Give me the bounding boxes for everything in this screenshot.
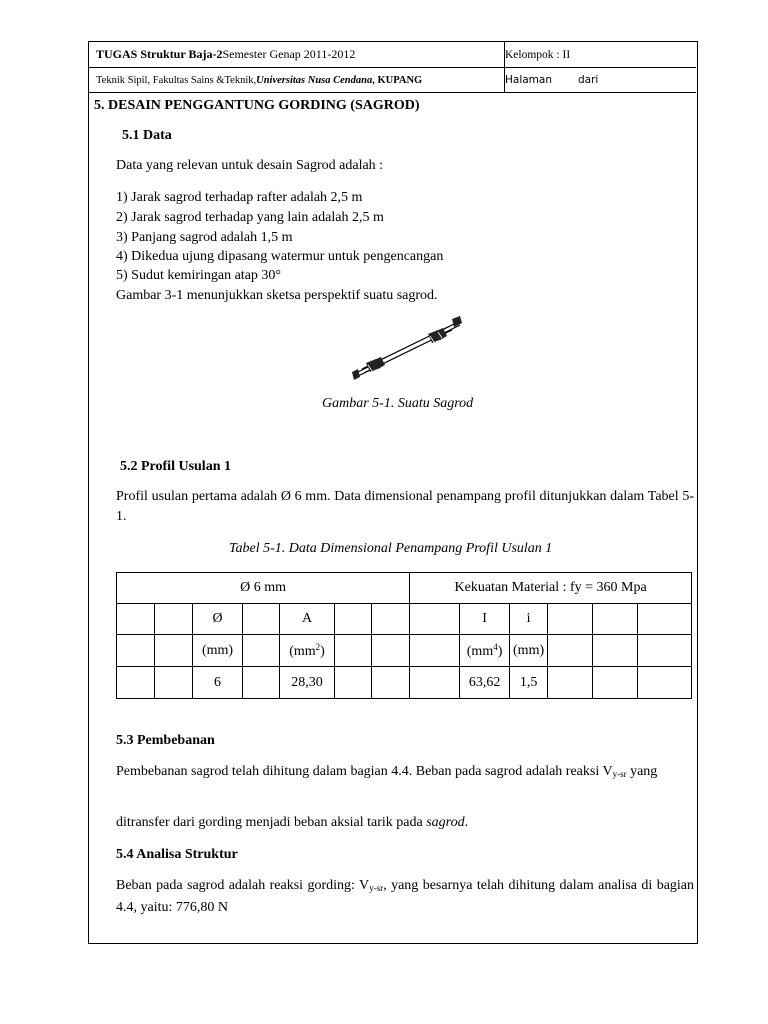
table-head-profile: Ø 6 mm <box>117 573 410 604</box>
analysis-paragraph: Beban pada sagrod adalah reaksi gording: $V_{y-sr}$, yang besarnya telah dihitung dalam analisa di bagian 4.4, yaitu: 776,80 N <box>116 878 695 915</box>
loading-paragraph: Pembebanan sagrod telah dihitung dalam bagian 4.4. Beban pada sagrod adalah reaksi $V_{y-sr}$ yang <box>116 764 658 779</box>
subsection-5-4-title: 5.4 Analisa Struktur <box>116 847 238 862</box>
unit-radius: (mm) <box>510 635 548 667</box>
institution <box>89 68 505 92</box>
course-name: TUGAS Struktur Baja-2 <box>96 47 223 61</box>
unit-diameter: (mm) <box>193 635 243 667</box>
table-caption: Tabel 5-1. Data Dimensional Penampang Profil Usulan 1 <box>229 541 553 556</box>
table-row <box>117 604 692 635</box>
page-number <box>497 68 696 92</box>
list-item: 2) Jarak sagrod terhadap yang lain adalah 2,5 m <box>116 210 384 225</box>
symbol-inertia: I <box>460 604 510 635</box>
subsection-5-3-title: 5.3 Pembebanan <box>116 733 215 748</box>
table-row <box>117 667 692 699</box>
value-radius: 1,5 <box>510 667 548 699</box>
symbol-diameter: Ø <box>193 604 243 635</box>
page-label: Halaman <box>505 74 552 86</box>
subsection-5-2-title: 5.2 Profil Usulan 1 <box>120 459 231 474</box>
figure-caption: Gambar 5-1. Suatu Sagrod <box>322 396 474 411</box>
sagrod-figure <box>350 314 462 384</box>
semester: Semester Genap 2011-2012 <box>222 47 356 61</box>
department: Teknik Sipil, Fakultas Sains &Teknik, <box>96 74 257 86</box>
table-head-material: Kekuatan Material : fy = 360 Mpa <box>410 573 692 604</box>
profile-table <box>116 572 692 699</box>
city: , KUPANG <box>372 74 423 86</box>
figure-reference: Gambar 3-1 menunjukkan sketsa perspektif suatu sagrod. <box>116 288 438 303</box>
list-item: 1) Jarak sagrod terhadap rafter adalah 2,5 m <box>116 190 363 205</box>
table-row <box>117 573 692 604</box>
university-name: Universitas Nusa Cendana <box>256 74 373 86</box>
list-item: 5) Sudut kemiringan atap 30° <box>116 268 282 283</box>
profile-paragraph: Profil usulan pertama adalah Ø 6 mm. Data dimensional penampang profil ditunjukkan dalam Tabel 5-1. <box>116 489 694 524</box>
symbol-radius: i <box>510 604 548 635</box>
of-label: dari <box>578 74 599 86</box>
value-inertia: 63,62 <box>460 667 510 699</box>
table-row <box>117 635 692 667</box>
data-intro: Data yang relevan untuk desain Sagrod adalah : <box>116 158 384 173</box>
value-diameter: 6 <box>193 667 243 699</box>
unit-area: $(mm^2)$ <box>280 635 335 667</box>
list-item: 4) Dikedua ujung dipasang watermur untuk pengencangan <box>116 249 444 264</box>
unit-inertia: $(mm^4)$ <box>460 635 510 667</box>
group-label: Kelompok : II <box>505 48 571 61</box>
header-row-2 <box>89 68 696 93</box>
section-title: 5. DESAIN PENGGANTUNG GORDING (SAGROD) <box>94 98 420 113</box>
header-row-1 <box>89 42 696 68</box>
list-item: 3) Panjang sagrod adalah 1,5 m <box>116 230 293 245</box>
value-area: 28,30 <box>280 667 335 699</box>
symbol-area: A <box>280 604 335 635</box>
subsection-5-1-title: 5.1 Data <box>122 128 172 143</box>
loading-paragraph-2: ditransfer dari gording menjadi beban aksial tarik pada sagrod. <box>116 815 469 830</box>
course-title <box>89 42 505 67</box>
